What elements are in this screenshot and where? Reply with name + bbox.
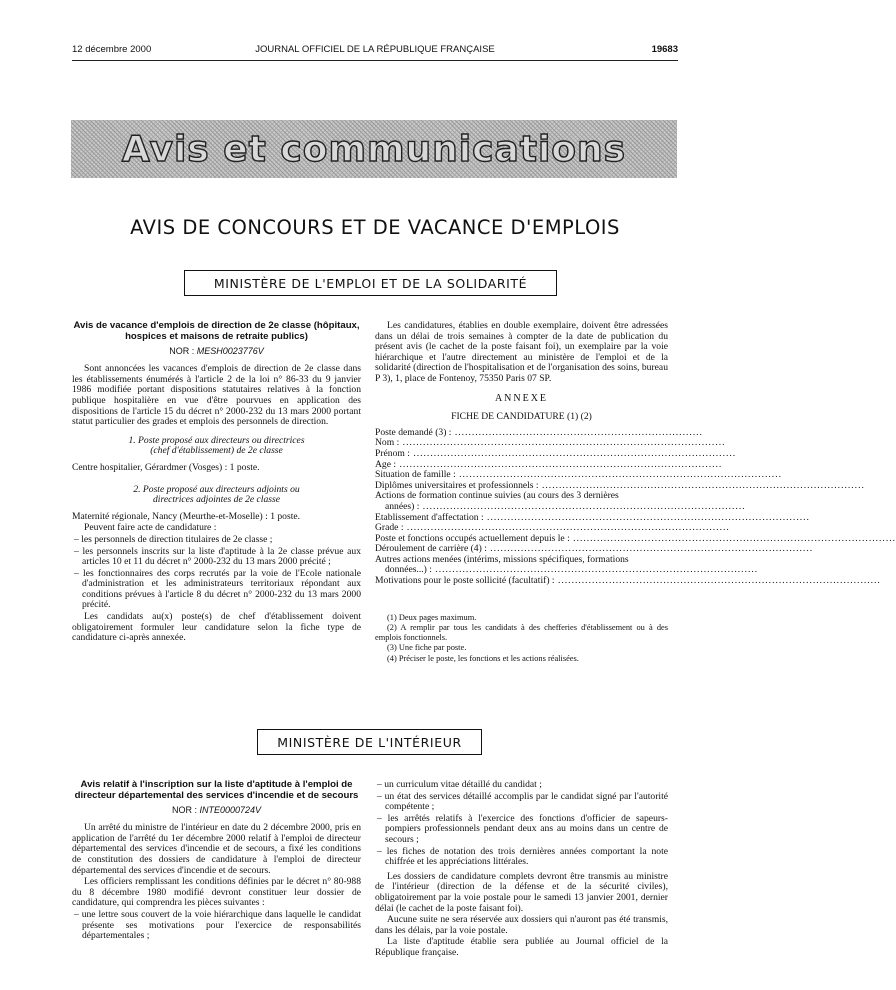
ministry-title: MINISTÈRE DE L'INTÉRIEUR bbox=[277, 734, 462, 750]
notice-heading: Avis relatif à l'inscription sur la liste d'aptitude à l'emploi de directeur départemental des services d'incendie et de secours bbox=[74, 779, 359, 801]
form-field: Prénom : ............................................................................................... bbox=[375, 447, 737, 459]
form-field: années) : ............................................................................................... bbox=[385, 500, 746, 512]
subheading-post-2: 2. Poste proposé aux directeurs adjoints ou directrices adjointes de 2e classe bbox=[133, 483, 300, 506]
main-title: AVIS DE CONCOURS ET DE VACANCE D'EMPLOIS bbox=[130, 216, 620, 239]
header-rule bbox=[72, 60, 678, 61]
form-field: données...) : ............................................................................................... bbox=[385, 564, 759, 576]
list-item: – un curriculum vitae détaillé du candidat ; bbox=[377, 779, 542, 790]
nor-reference bbox=[72, 805, 361, 816]
section-banner bbox=[71, 120, 677, 178]
ministry-title: MINISTÈRE DE L'EMPLOI ET DE LA SOLIDARITÉ bbox=[213, 275, 528, 291]
form-field: Nom : ............................................................................................... bbox=[375, 437, 726, 449]
candidates-intro: Peuvent faire acte de candidature : bbox=[84, 522, 217, 534]
post-2: Maternité régionale, Nancy (Meurthe-et-Moselle) : 1 poste. bbox=[72, 510, 301, 522]
form-field: Etablissement d'affectation : ............................................................................................... bbox=[375, 511, 810, 523]
paragraph: La liste d'aptitude établie sera publiée au Journal officiel de la République française. bbox=[375, 936, 668, 958]
paragraph: Les dossiers de candidature complets devront être transmis au ministre de l'intérieur (direction de la défense et de la sécurité civiles), obligatoirement par la voie postale pour le samedi 13 janvier 2001, dernier délai (le cachet de la poste faisant foi). bbox=[375, 870, 668, 914]
subheading-post-1: 1. Poste proposé aux directeurs ou directrices (chef d'établissement) de 2e classe bbox=[128, 434, 305, 457]
list-item: – les fiches de notation des trois dernières années comportant la note chiffrée et les appréciations littérales. bbox=[377, 845, 668, 868]
notice-heading: Avis de vacance d'emplois de direction de 2e classe (hôpitaux, hospices et maisons de retraite publics) bbox=[73, 320, 360, 342]
footnote: (2) A remplir par tous les candidats à des chefferies d'établissement ou à des emplois fonctionnels. bbox=[375, 623, 668, 642]
ministry-box-interieur bbox=[257, 729, 482, 755]
paragraph: Un arrêté du ministre de l'intérieur en date du 2 décembre 2000, pris en application de l'arrêté du 1er décembre 2000 relatif à l'emploi de directeur départemental des services d'incendie et de secours, a fixé les conditions de constitution des dossiers de candidature à l'emploi de directeur départemental des services d'incendie et de secours. bbox=[72, 822, 361, 876]
section2-left-column bbox=[72, 780, 361, 943]
banner-title: Avis et communications bbox=[121, 128, 627, 170]
nor-label: NOR : bbox=[169, 345, 195, 356]
footnote: (4) Préciser le poste, les fonctions et les actions réalisées. bbox=[387, 654, 579, 664]
form-field: Grade : ............................................................................................... bbox=[375, 522, 730, 534]
form-field: Poste demandé (3) : ......................................................................... bbox=[375, 426, 703, 438]
header-journal-title: JOURNAL OFFICIEL DE LA RÉPUBLIQUE FRANÇAISE bbox=[255, 44, 495, 55]
header-date: 12 décembre 2000 bbox=[72, 44, 152, 55]
candidature-form bbox=[375, 426, 896, 587]
form-field: Autres actions menées (intérims, missions spécifiques, formations bbox=[375, 553, 629, 565]
post-1: Centre hospitalier, Gérardmer (Vosges) : 1 poste. bbox=[72, 461, 260, 473]
paragraph: Les officiers remplissant les conditions définies par le décret n° 80-988 du 8 décembre 1980 modifié devront constituer leur dossier de candidature, qui comprendra les pièces suivantes : bbox=[72, 876, 361, 909]
ministry-box-emploi bbox=[184, 270, 557, 296]
form-field: Actions de formation continue suivies (au cours des 3 dernières bbox=[375, 490, 619, 502]
annex-title: ANNEXE bbox=[494, 392, 549, 404]
form-field: Situation de famille : ............................................................................................... bbox=[375, 469, 782, 481]
list-item: – les arrêtés relatifs à l'exercice des fonctions d'officier de sapeurs-pompiers professionnels pendant deux ans au moins dans un centre de secours ; bbox=[377, 812, 668, 845]
form-field: Diplômes universitaires et professionnels : ............................................................................................... bbox=[375, 479, 865, 491]
list-item: – un état des services détaillé accomplis par le candidat signé par l'autorité compétente ; bbox=[377, 790, 668, 813]
candidate-item: – les personnels de direction titulaires de 2e classe ; bbox=[74, 533, 273, 545]
nor-code: MESH0023776V bbox=[196, 345, 264, 356]
application-instructions: Les candidatures, établies en double exemplaire, doivent être adressées dans un délai de trois semaines à compter de la date de publication du présent avis (le cachet de la poste faisant foi), un exemplaire par la voie hiérarchique et l'autre directement au ministère de l'emploi et de la solidarité (direction de l'hospitalisation et de l'organisation des soins, bureau P 3), 1, place de Fontenoy, 75350 Paris 07 SP. bbox=[375, 320, 668, 384]
list-item: – une lettre sous couvert de la voie hiérarchique dans laquelle le candidat présente ses motivations pour l'exercice de responsabilités départementales ; bbox=[74, 908, 361, 942]
notice-intro: Sont annoncées les vacances d'emplois de direction de 2e classe dans les établissements énumérés à l'article 2 de la loi n° 86-33 du 9 janvier 1986 modifiée portant dispositions statutaires relatives à la fonction publique hospitalière en vue d'être pourvues en application des dispositions de l'article 15 du décret n° 2000-232 du 13 mars 2000 portant statut particulier des grades et emplois des personnels de direction. bbox=[72, 363, 361, 428]
header-page-number: 19683 bbox=[651, 44, 678, 55]
footnotes bbox=[375, 613, 668, 664]
form-title: FICHE DE CANDIDATURE (1) (2) bbox=[451, 411, 592, 423]
candidate-item: – les fonctionnaires des corps recrutés par la voie de l'Ecole nationale d'administration et les administrateurs territoriaux répondant aux conditions prévues à l'article 8 du décret n° 2000-232 du 13 mars 2000 précité. bbox=[74, 567, 361, 611]
form-field: Motivations pour le poste sollicité (facultatif) : ............................................................................................... bbox=[375, 575, 881, 587]
section1-left-column bbox=[72, 321, 361, 645]
nor-label: NOR : bbox=[171, 804, 197, 815]
form-field: Déroulement de carrière (4) : ............................................................................................... bbox=[375, 543, 814, 555]
form-field: Poste et fonctions occupés actuellement depuis le : ............................................................................................... bbox=[375, 532, 896, 544]
nor-code: INTE0000724V bbox=[199, 804, 262, 815]
section2-right-column bbox=[375, 780, 668, 960]
section1-right-column bbox=[375, 320, 896, 665]
nor-reference bbox=[72, 346, 361, 357]
footnote: (3) Une fiche par poste. bbox=[387, 643, 467, 653]
paragraph: Aucune suite ne sera réservée aux dossiers qui n'auront pas été transmis, dans les délais, par la voie postale. bbox=[375, 914, 668, 936]
form-field: Age : ............................................................................................... bbox=[375, 458, 723, 470]
footnote: (1) Deux pages maximum. bbox=[387, 612, 477, 622]
running-header bbox=[72, 44, 678, 58]
closing-paragraph: Les candidats au(x) poste(s) de chef d'établissement doivent obligatoirement formuler leur candidature selon la fiche type de candidature ci-après annexée. bbox=[72, 611, 361, 644]
candidate-item: – les personnels inscrits sur la liste d'aptitude à la 2e classe prévue aux articles 10 et 11 du décret n° 2000-232 du 13 mars 2000 précité ; bbox=[74, 545, 361, 568]
